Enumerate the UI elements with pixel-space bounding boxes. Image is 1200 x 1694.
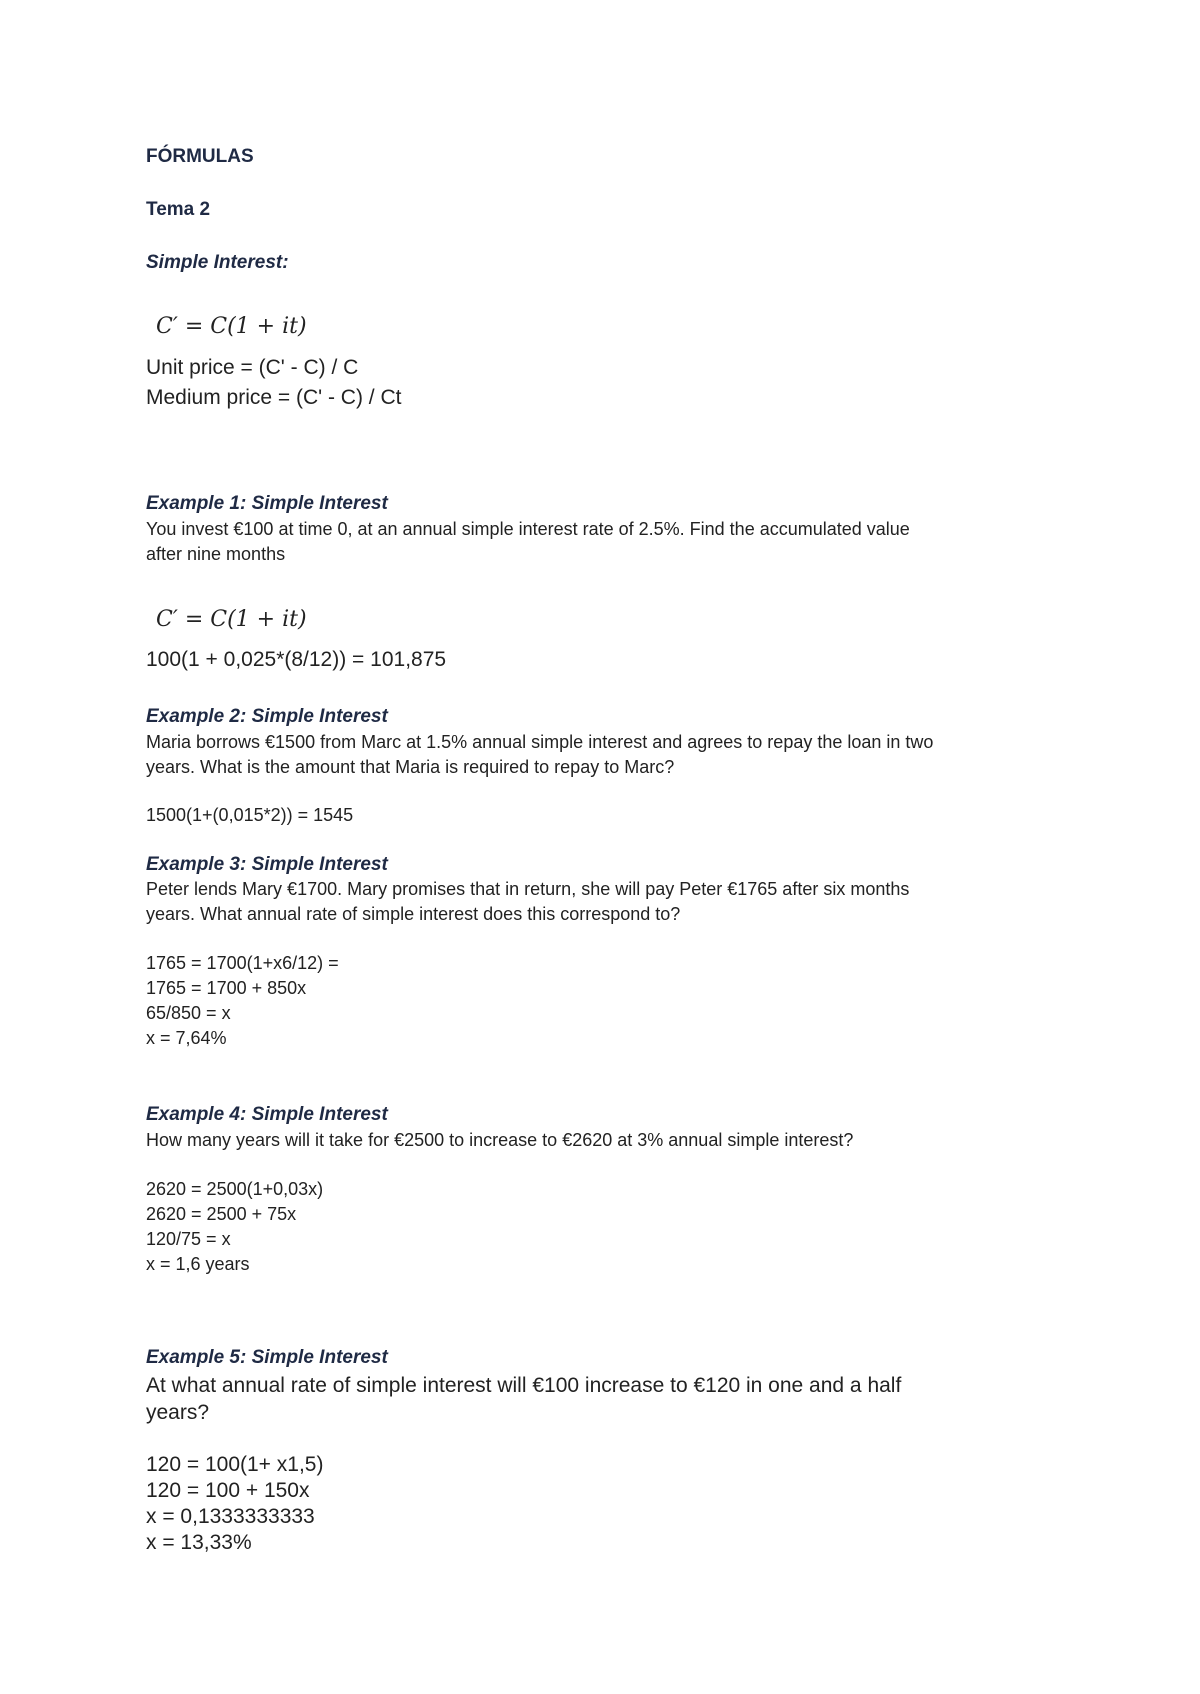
example-1-steps <box>146 645 946 675</box>
example-3-step: 1765 = 1700 + 850x <box>146 978 307 998</box>
example-5-step: 120 = 100 + 150x <box>146 1479 310 1502</box>
example-5-heading: Example 5: Simple Interest <box>146 1347 388 1368</box>
definition-medium-price: Medium price = (C' - C) / Ct <box>146 386 402 409</box>
document-title: FÓRMULAS <box>146 146 254 167</box>
example-4-step: 2620 = 2500 + 75x <box>146 1204 297 1224</box>
example-3-steps <box>146 951 946 1051</box>
example-5-step: x = 0,1333333333 <box>146 1505 315 1528</box>
example-3-text: Peter lends Mary €1700. Mary promises that in return, she will pay Peter €1765 after six months years. What annual rate of simple interest does this correspond to? <box>146 879 910 924</box>
example-3-heading: Example 3: Simple Interest <box>146 854 388 875</box>
example-3-step: x = 7,64% <box>146 1028 227 1048</box>
example-2-step: 1500(1+(0,015*2)) = 1545 <box>146 805 354 825</box>
example-1-heading: Example 1: Simple Interest <box>146 493 388 514</box>
example-5-step: 120 = 100(1+ x1,5) <box>146 1453 324 1476</box>
example-3-step: 1765 = 1700(1+x6/12) = <box>146 953 339 973</box>
topic-heading: Tema 2 <box>146 199 211 220</box>
example-4-step: 120/75 = x <box>146 1229 231 1249</box>
example-1-formula: C′ = C(1 + it) <box>156 607 307 632</box>
example-5-text: At what annual rate of simple interest will €100 increase to €120 in one and a half years? <box>146 1374 902 1424</box>
example-4-heading: Example 4: Simple Interest <box>146 1104 388 1125</box>
section-heading: Simple Interest: <box>146 252 289 273</box>
example-1-text: You invest €100 at time 0, at an annual simple interest rate of 2.5%. Find the accumulated value after nine months <box>146 519 910 564</box>
example-3-step: 65/850 = x <box>146 1003 231 1023</box>
example-2-heading: Example 2: Simple Interest <box>146 706 388 727</box>
example-2-steps <box>146 803 946 828</box>
main-formula: C′ = C(1 + it) <box>156 314 307 339</box>
example-4-step: 2620 = 2500(1+0,03x) <box>146 1179 324 1199</box>
example-4-step: x = 1,6 years <box>146 1254 250 1274</box>
example-1-step: 100(1 + 0,025*(8/12)) = 101,875 <box>146 648 447 671</box>
example-4-text: How many years will it take for €2500 to increase to €2620 at 3% annual simple interest? <box>146 1130 854 1150</box>
example-5-step: x = 13,33% <box>146 1531 252 1554</box>
example-4-steps <box>146 1177 946 1277</box>
definition-unit-price: Unit price = (C' - C) / C <box>146 356 359 379</box>
example-2-text: Maria borrows €1500 from Marc at 1.5% annual simple interest and agrees to repay the loan in two years. What is the amount that Maria is required to repay to Marc? <box>146 732 934 777</box>
definitions <box>146 353 946 413</box>
example-5-steps <box>146 1452 946 1556</box>
